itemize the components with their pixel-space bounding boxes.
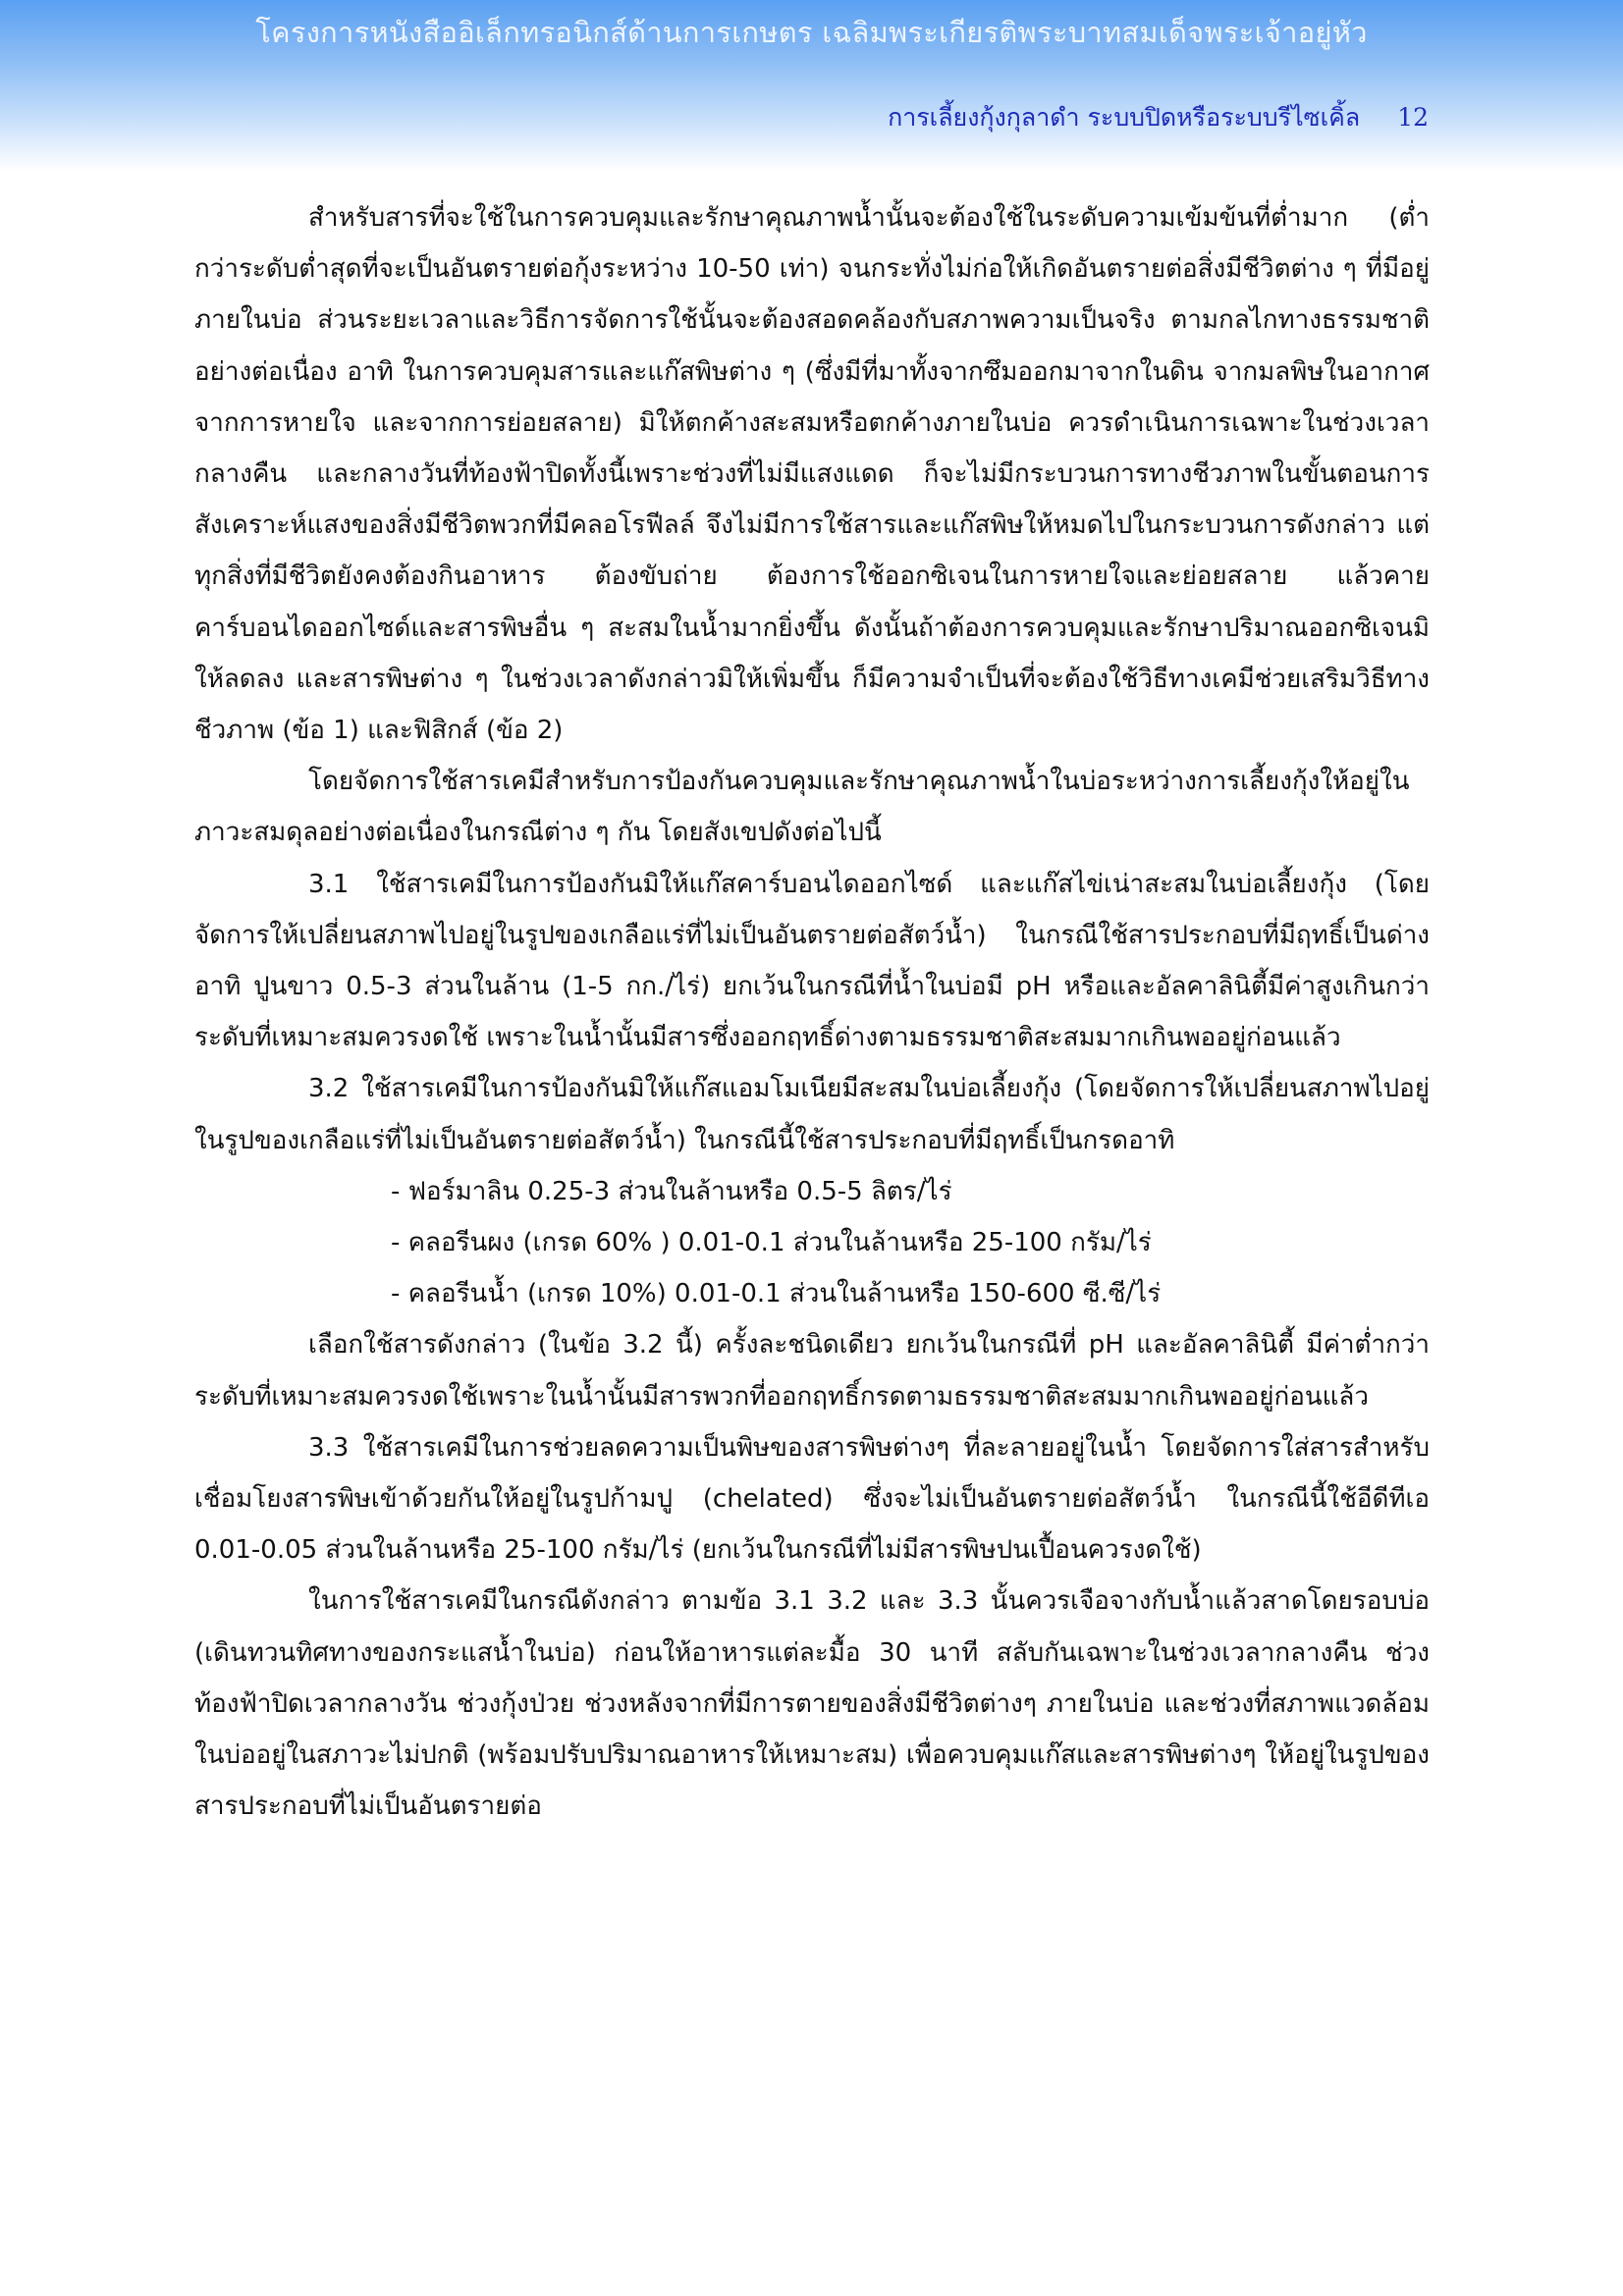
paragraph-section-3-3: 3.3 ใช้สารเคมีในการช่วยลดความเป็นพิษของสารพิษต่างๆ ที่ละลายอยู่ในน้ำ โดยจัดการใส่สารสำหรับเชื่อมโยงสารพิษเข้าด้วยกันให้อยู่ในรูปก้ามปู (chelated) ซึ่งจะไม่เป็นอันตรายต่อสัตว์น้ำ ในกรณีนี้ใช้อีดีทีเอ 0.01-0.05 ส่วนในล้านหรือ 25-100 กรัม/ไร่ (ยกเว้นในกรณีที่ไม่มีสารพิษปนเปื้อนควรงดใช้) <box>194 1432 1430 1566</box>
list-item: - ฟอร์มาลิน 0.25-3 ส่วนในล้านหรือ 0.5-5 ลิตร/ไร่ <box>391 1176 952 1206</box>
list-item: - คลอรีนผง (เกรด 60% ) 0.01-0.1 ส่วนในล้านหรือ 25-100 กรัม/ไร่ <box>391 1228 1152 1258</box>
paragraph-application-method: ในการใช้สารเคมีในกรณีดังกล่าว ตามข้อ 3.1 3.2 และ 3.3 นั้นควรเจือจางกับน้ำแล้วสาดโดยรอบบ่อ (เดินทวนทิศทางของกระแสน้ำในบ่อ) ก่อนให้อาหารแต่ละมื้อ 30 นาที สลับกันเฉพาะในช่วงเวลากลางคืน ช่วงท้องฟ้าปิดเวลากลางวัน ช่วงกุ้งป่วย ช่วงหลังจากที่มีการตายของสิ่งมีชีวิตต่างๆ ภายในบ่อ และช่วงที่สภาพแวดล้อมในบ่ออยู่ในสภาวะไม่ปกติ (พร้อมปรับปริมาณอาหารให้เหมาะสม) เพื่อควบคุมแก๊สและสารพิษต่างๆ ให้อยู่ในรูปของสารประกอบที่ไม่เป็นอันตรายต่อ <box>194 1586 1430 1822</box>
list-item: - คลอรีนน้ำ (เกรด 10%) 0.01-0.1 ส่วนในล้านหรือ 150-600 ซี.ซี/ไร่ <box>391 1279 1162 1309</box>
paragraph-chemical-management: โดยจัดการใช้สารเคมีสำหรับการป้องกันควบคุมและรักษาคุณภาพน้ำในบ่อระหว่างการเลี้ยงกุ้งให้อยู่ในภาวะสมดุลอย่างต่อเนื่องในกรณีต่าง ๆ กัน โดยสังเขปดังต่อไปนี้ <box>194 767 1410 848</box>
paragraph-selection-note: เลือกใช้สารดังกล่าว (ในข้อ 3.2 นี้) ครั้งละชนิดเดียว ยกเว้นในกรณีที่ pH และอัลคาลินิตี้ มีค่าต่ำกว่าระดับที่เหมาะสมควรงดใช้เพราะในน้ำนั้นมีสารพวกที่ออกฤทธิ์กรดตามธรรมชาติสะสมมากเกินพออยู่ก่อนแล้ว <box>194 1330 1430 1412</box>
paragraph-section-3-2: 3.2 ใช้สารเคมีในการป้องกันมิให้แก๊สแอมโมเนียมีสะสมในบ่อเลี้ยงกุ้ง (โดยจัดการให้เปลี่ยนสภาพไปอยู่ในรูปของเกลือแร่ที่ไม่เป็นอันตรายต่อสัตว์น้ำ) ในกรณีนี้ใช้สารประกอบที่มีฤทธิ์เป็นกรดอาทิ <box>194 1074 1430 1155</box>
running-title: การเลี้ยงกุ้งกุลาดำ ระบบปิดหรือระบบรีไซเคิ้ล <box>888 103 1361 132</box>
paragraph-section-3-1: 3.1 ใช้สารเคมีในการป้องกันมิให้แก๊สคาร์บอนไดออกไซด์ และแก๊สไข่เน่าสะสมในบ่อเลี้ยงกุ้ง (โดยจัดการให้เปลี่ยนสภาพไปอยู่ในรูปของเกลือแร่ที่ไม่เป็นอันตรายต่อสัตว์น้ำ) ในกรณีใช้สารประกอบที่มีฤทธิ์เป็นด่าง อาทิ ปูนขาว 0.5-3 ส่วนในล้าน (1-5 กก./ไร่) ยกเว้นในกรณีที่น้ำในบ่อมี pH หรือและอัลคาลินิตี้มีค่าสูงเกินกว่าระดับที่เหมาะสมควรงดใช้ เพราะในน้ำนั้นมีสารซึ่งออกฤทธิ์ด่างตามธรรมชาติสะสมมากเกินพออยู่ก่อนแล้ว <box>194 869 1430 1053</box>
project-banner: โครงการหนังสืออิเล็กทรอนิกส์ด้านการเกษตร เฉลิมพระเกียรติพระบาทสมเด็จพระเจ้าอยู่หัว <box>255 16 1368 49</box>
running-header <box>888 98 1429 137</box>
paragraph-chemical-usage-intro: สำหรับสารที่จะใช้ในการควบคุมและรักษาคุณภาพน้ำนั้นจะต้องใช้ในระดับความเข้มข้นที่ต่ำมาก (ต่ำกว่าระดับต่ำสุดที่จะเป็นอันตรายต่อกุ้งระหว่าง 10-50 เท่า) จนกระทั่งไม่ก่อให้เกิดอันตรายต่อสิ่งมีชีวิตต่าง ๆ ที่มีอยู่ภายในบ่อ ส่วนระยะเวลาและวิธีการจัดการใช้นั้นจะต้องสอดคล้องกับสภาพความเป็นจริง ตามกลไกทางธรรมชาติอย่างต่อเนื่อง อาทิ ในการควบคุมสารและแก๊สพิษต่าง ๆ (ซึ่งมีที่มาทั้งจากซึมออกมาจากในดิน จากมลพิษในอากาศ จากการหายใจ และจากการย่อยสลาย) มิให้ตกค้างสะสมหรือตกค้างภายในบ่อ ควรดำเนินการเฉพาะในช่วงเวลากลางคืน และกลางวันที่ท้องฟ้าปิดทั้งนี้เพราะช่วงที่ไม่มีแสงแดด ก็จะไม่มีกระบวนการทางชีวภาพในขั้นตอนการสังเคราะห์แสงของสิ่งมีชีวิตพวกที่มีคลอโรฟีลล์ จึงไม่มีการใช้สารและแก๊สพิษให้หมดไปในกระบวนการดังกล่าว แต่ทุกสิ่งที่มีชีวิตยังคงต้องกินอาหาร ต้องขับถ่าย ต้องการใช้ออกซิเจนในการหายใจและย่อยสลาย แล้วคายคาร์บอนไดออกไซด์และสารพิษอื่น ๆ สะสมในน้ำมากยิ่งขึ้น ดังนั้นถ้าต้องการควบคุมและรักษาปริมาณออกซิเจนมิให้ลดลง และสารพิษต่าง ๆ ในช่วงเวลาดังกล่าวมิให้เพิ่มขึ้น ก็มีความจำเป็นที่จะต้องใช้วิธีทางเคมีช่วยเสริมวิธีทางชีวภาพ (ข้อ 1) และฟิสิกส์ (ข้อ 2) <box>194 203 1430 746</box>
document-body <box>194 192 1430 1833</box>
chemical-dosage-list <box>194 1166 1430 1320</box>
page-number: 12 <box>1397 103 1429 132</box>
